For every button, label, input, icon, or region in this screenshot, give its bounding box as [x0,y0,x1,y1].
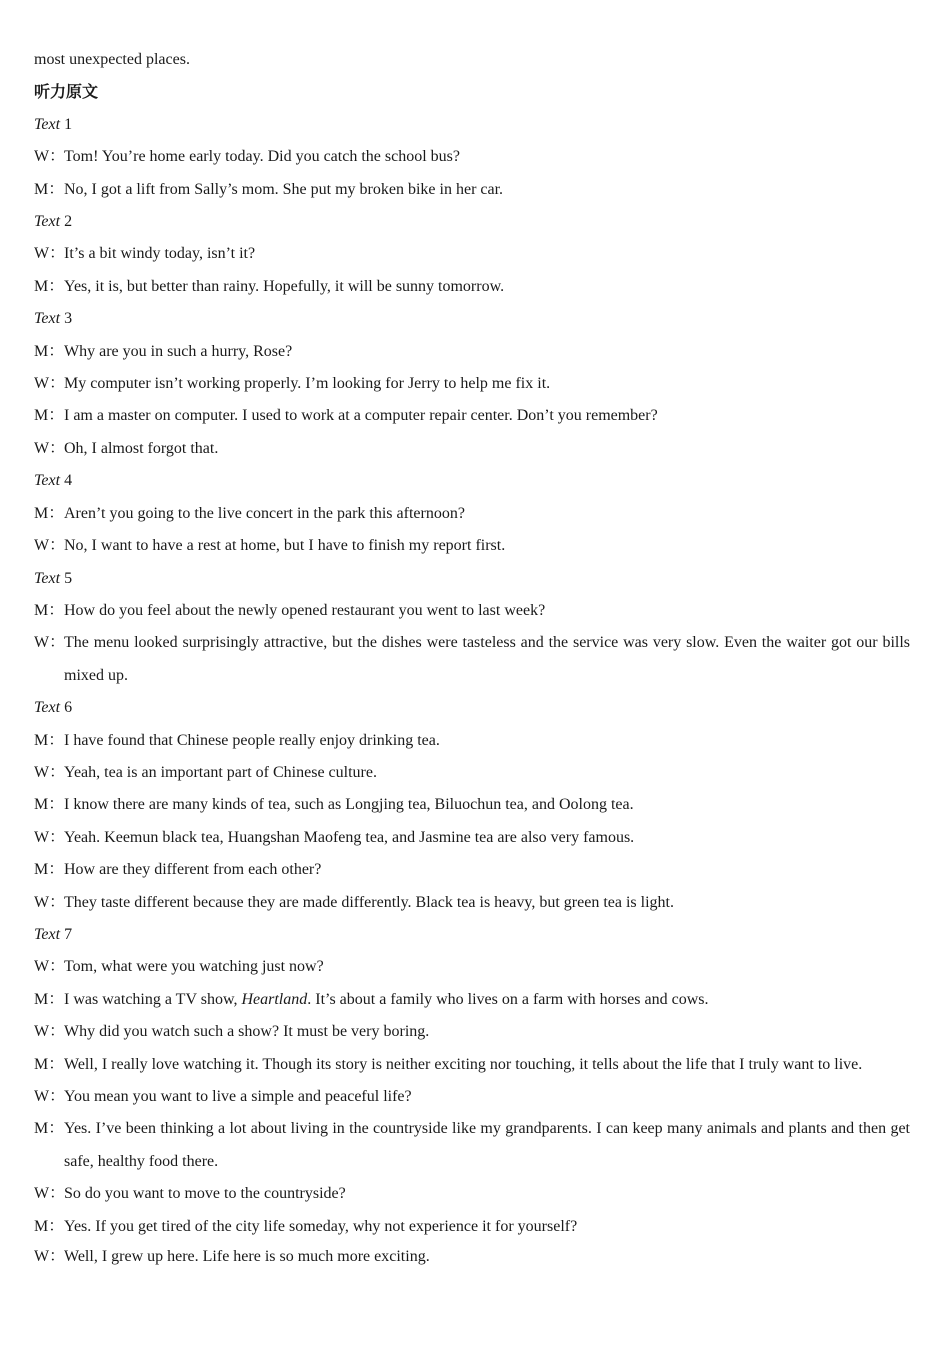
utterance: They taste different because they are made differently. Black tea is heavy, but green tea is light. [64,893,674,911]
speaker: M： [34,180,65,198]
speaker: M： [34,731,65,749]
utterance: Why are you in such a hurry, Rose? [64,342,293,360]
utterance: I was watching a TV show, Heartland. It’s about a family who lives on a farm with horses and cows. [64,990,709,1008]
utterance: Yeah, tea is an important part of Chinese culture. [64,763,377,781]
dialogue-line [34,757,910,789]
speaker: W： [34,1248,66,1266]
dialogue-line [34,789,910,821]
speaker: W： [34,245,66,263]
dialogue-line [34,400,910,432]
dialogue-line [34,1049,910,1081]
utterance: Well, I grew up here. Life here is so much more exciting. [64,1248,430,1266]
dialogue-line [34,174,910,206]
speaker: W： [34,1023,66,1041]
dialogue-line [34,368,910,400]
dialogue-line [34,530,910,562]
utterance: No, I want to have a rest at home, but I have to finish my report first. [64,537,506,555]
dialogue-line [34,1113,910,1178]
dialogue-line [34,271,910,303]
utterance: So do you want to move to the countryside? [64,1185,346,1203]
speaker: M： [34,277,65,295]
utterance: Yes, it is, but better than rainy. Hopefully, it will be sunny tomorrow. [64,277,505,295]
dialogue-line [34,238,910,270]
intro-line: most unexpected places. [34,51,190,68]
utterance: My computer isn’t working properly. I’m looking for Jerry to help me fix it. [64,375,551,393]
speaker: M： [34,861,65,879]
speaker: W： [34,375,66,393]
speaker: W： [34,537,66,555]
dialogue-line [34,822,910,854]
speaker: M： [34,601,65,619]
utterance: Well, I really love watching it. Though its story is neither exciting nor touching, it tells about the life that I truly want to live. [64,1055,863,1073]
speaker: W： [34,958,66,976]
utterance: Tom, what were you watching just now? [64,958,324,976]
cut-off-line [34,1241,910,1266]
speaker: M： [34,1120,65,1138]
speaker: M： [34,1055,65,1073]
text-label-5: Text 5 [34,569,73,587]
utterance: You mean you want to live a simple and peaceful life? [64,1088,412,1105]
speaker: M： [34,1217,65,1235]
text-label-6: Text 6 [34,699,73,717]
dialogue-line [34,1081,910,1113]
speaker: M： [34,342,65,360]
utterance: Yes. If you get tired of the city life someday, why not experience it for yourself? [64,1217,578,1235]
dialogue-line [34,1016,910,1048]
utterance: The menu looked surprisingly attractive, but the dishes were tasteless and the service was very slow. Even the waiter got our bills mixed up. [64,634,910,684]
dialogue-line [34,141,910,173]
text-label-1: Text 1 [34,115,73,133]
dialogue-line [34,725,910,757]
text-label-2: Text 2 [34,213,73,231]
text-label-3: Text 3 [34,310,73,328]
utterance: I am a master on computer. I used to work at a computer repair center. Don’t you remember? [64,407,658,425]
text-label-7: Text 7 [34,925,73,943]
speaker: W： [34,439,66,457]
dialogue-line [34,854,910,886]
dialogue-line [34,1178,910,1210]
dialogue-line [34,951,910,983]
dialogue-line [34,887,910,919]
speaker: M： [34,796,65,814]
dialogue-line [34,984,910,1016]
text-label-4: Text 4 [34,472,73,490]
speaker: W： [34,1185,66,1203]
utterance: I know there are many kinds of tea, such as Longjing tea, Biluochun tea, and Oolong tea. [64,796,634,814]
dialogue-line [34,595,910,627]
speaker: M： [34,504,65,522]
utterance: Yeah. Keemun black tea, Huangshan Maofeng tea, and Jasmine tea are also very famous. [64,828,635,846]
speaker: W： [34,763,66,781]
utterance: Yes. I’ve been thinking a lot about living in the countryside like my grandparents. I can keep many animals and plants and then get safe, healthy food there. [64,1120,910,1170]
utterance: Tom! You’re home early today. Did you catch the school bus? [64,148,460,166]
dialogue-line [34,336,910,368]
section-heading: 听力原文 [34,82,99,102]
utterance: I have found that Chinese people really enjoy drinking tea. [64,731,440,749]
show-title: Heartland [241,990,308,1008]
dialogue-line [34,498,910,530]
speaker: W： [34,1088,66,1105]
speaker: W： [34,828,66,846]
document-page [34,44,910,1292]
dialogue-line [34,1211,910,1243]
speaker: W： [34,893,66,911]
utterance: Oh, I almost forgot that. [64,439,219,457]
utterance: No, I got a lift from Sally’s mom. She put my broken bike in her car. [64,180,504,198]
utterance: How are they different from each other? [64,861,322,879]
dialogue-line [34,433,910,465]
utterance: It’s a bit windy today, isn’t it? [64,245,256,263]
speaker: W： [34,148,66,166]
speaker: M： [34,990,65,1008]
utterance: How do you feel about the newly opened restaurant you went to last week? [64,601,546,619]
utterance: Aren’t you going to the live concert in the park this afternoon? [64,504,465,522]
utterance: Why did you watch such a show? It must be very boring. [64,1023,430,1041]
dialogue-line [34,627,910,692]
speaker: M： [34,407,65,425]
speaker: W： [34,634,66,652]
